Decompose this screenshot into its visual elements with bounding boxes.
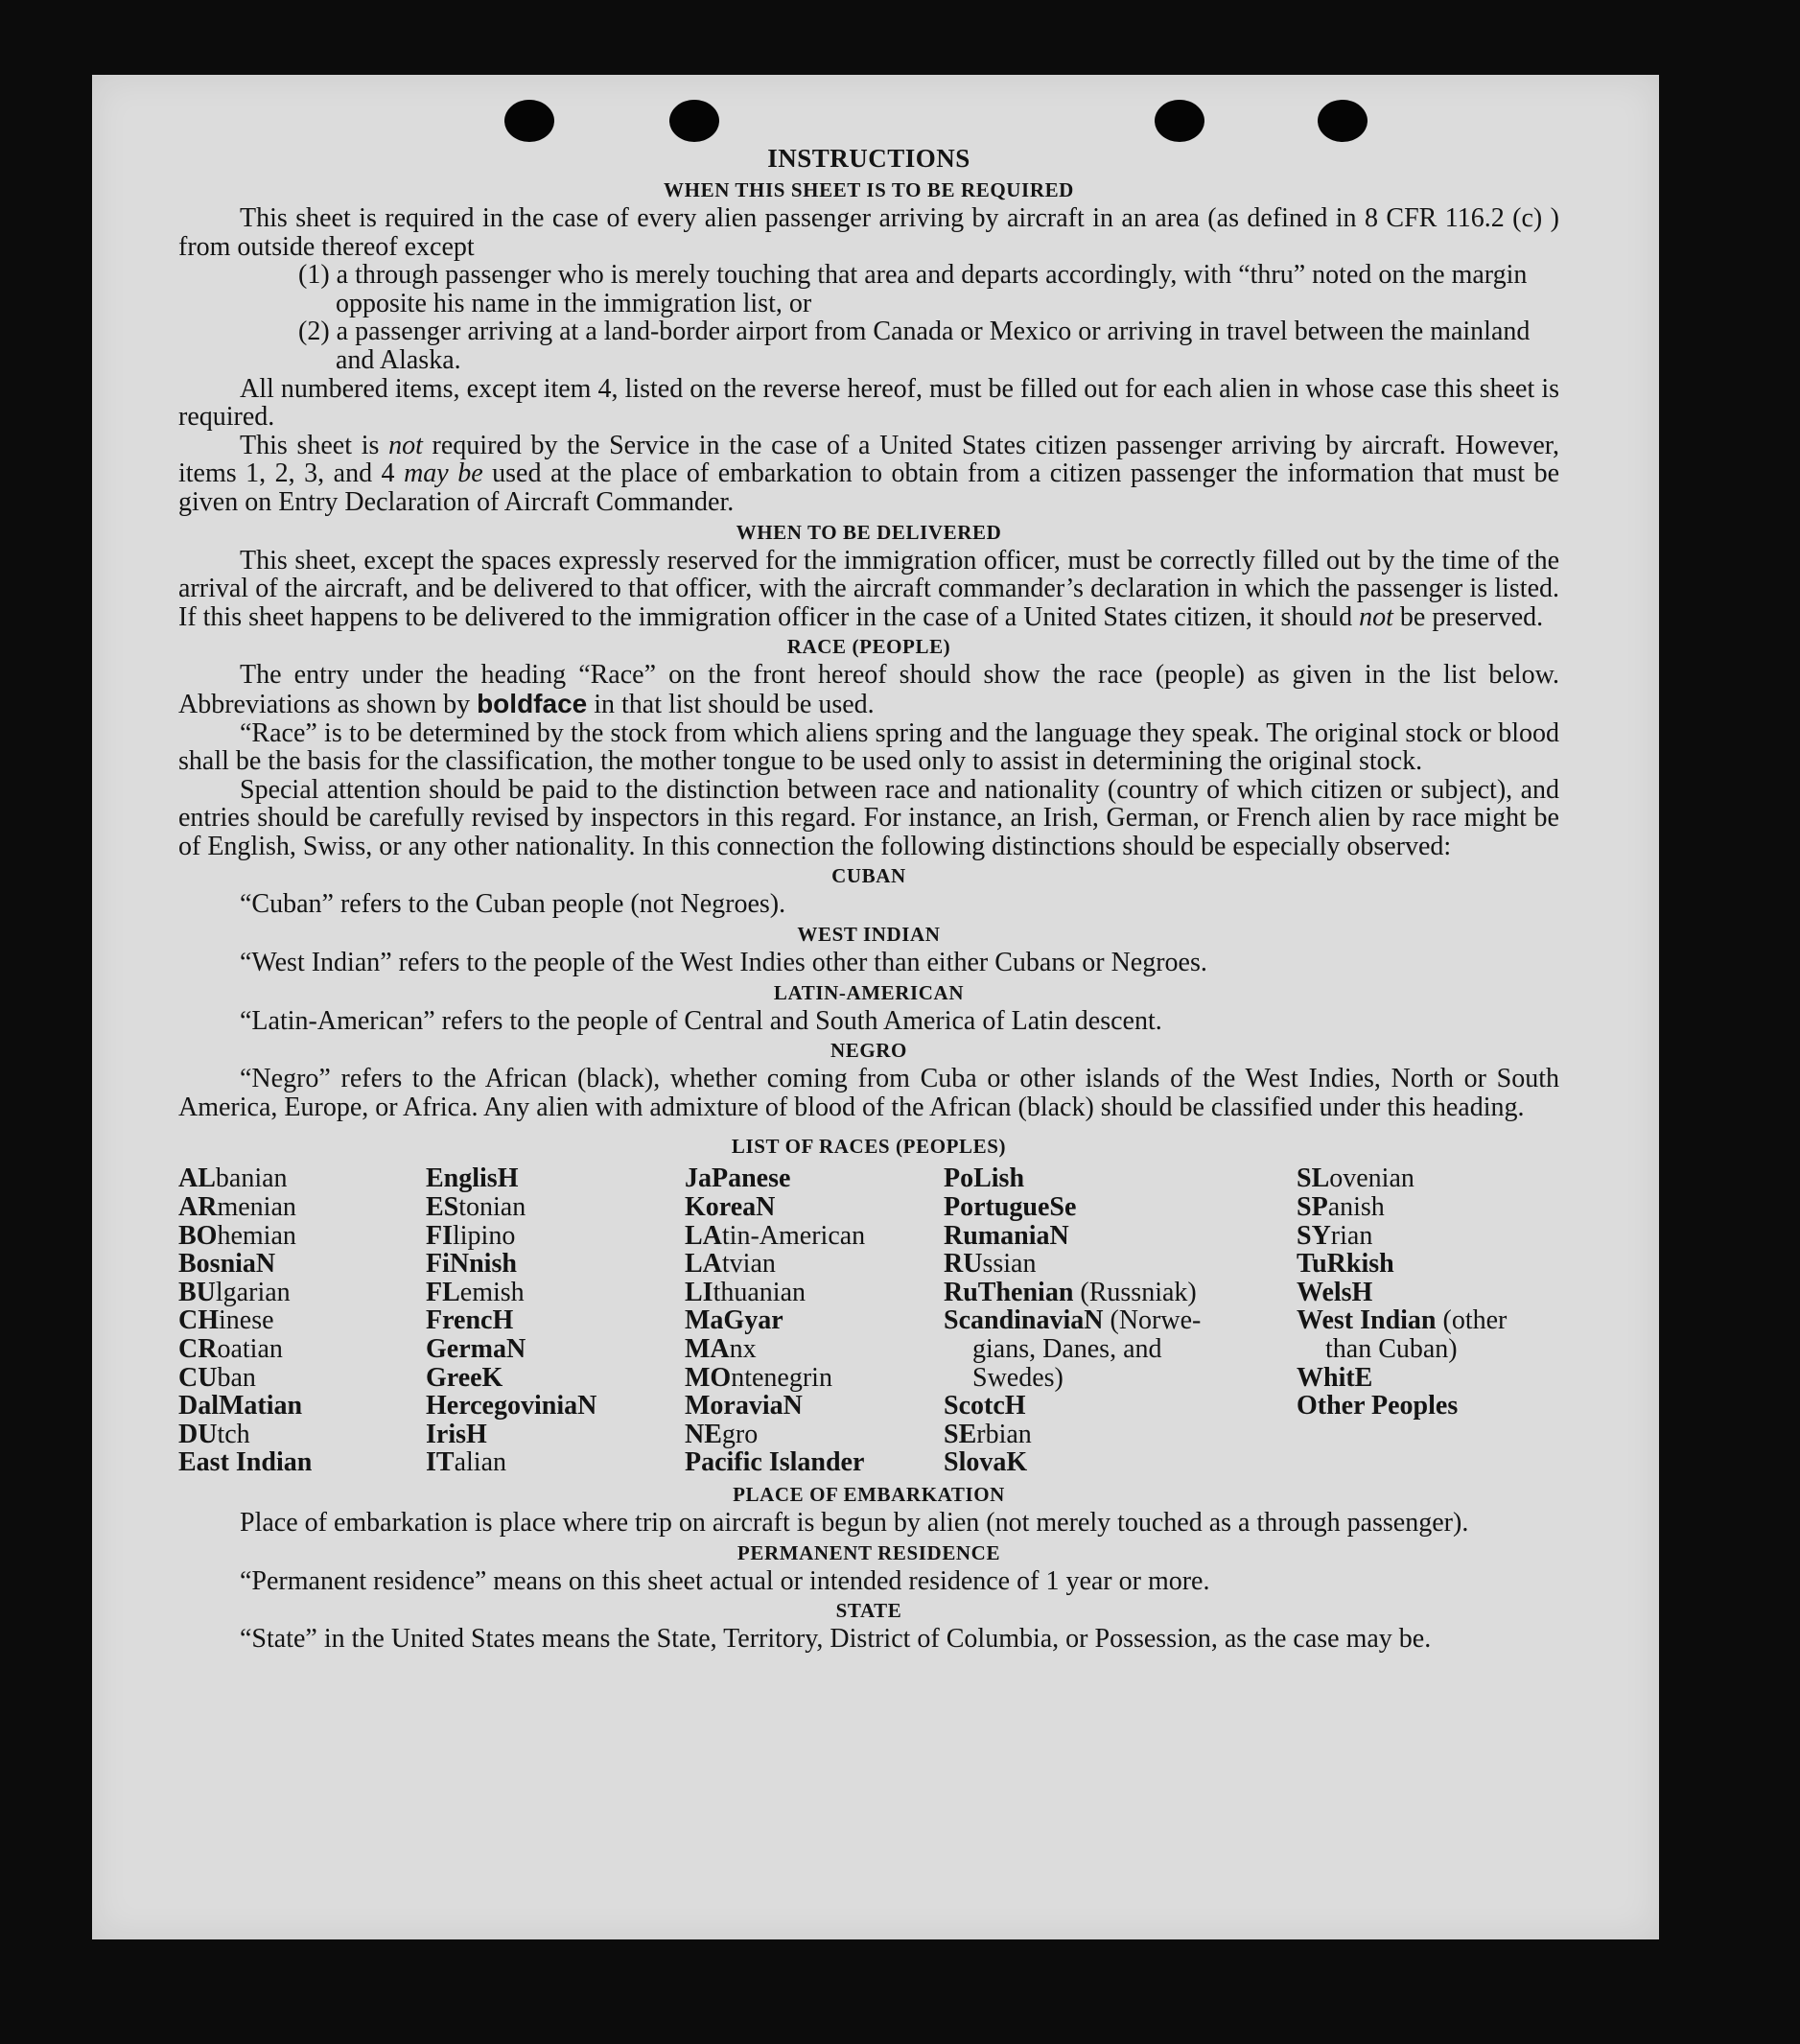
race-name-rest: tvian — [721, 1249, 776, 1280]
race-entry — [944, 1164, 1297, 1193]
race-name-rest: emish — [459, 1277, 525, 1307]
race-abbreviation: Pacific Islander — [685, 1447, 865, 1478]
race-column — [426, 1164, 685, 1477]
race-entry — [944, 1364, 1297, 1393]
race-abbreviation: FrencH — [426, 1305, 514, 1336]
race-entry — [944, 1193, 1297, 1222]
race-entry — [426, 1448, 685, 1477]
text-span: be preserved. — [1392, 601, 1544, 632]
race-abbreviation: LA — [685, 1220, 722, 1251]
race-name-rest: anish — [1327, 1192, 1385, 1223]
when-required-para2: All numbered items, except item 4, listed on the reverse hereof, must be filled out for each alien in whose case this sheet is required. — [178, 373, 1559, 433]
race-entry — [426, 1222, 685, 1251]
race-abbreviation: BO — [178, 1220, 218, 1251]
state-text: “State” in the United States means the State, Territory, District of Columbia, or Possession, as the case may be. — [240, 1624, 1432, 1655]
race-entry — [178, 1392, 426, 1421]
negro-text: “Negro” refers to the African (black), whether coming from Cuba or other islands of the West Indies, North or South America, Europe, or Africa. Any alien with admixture of blood of the African (black) should be classified under this heading. — [178, 1064, 1559, 1122]
race-name-rest: rbian — [976, 1419, 1032, 1449]
race-entry — [178, 1222, 426, 1251]
text-span: This sheet is — [240, 430, 389, 460]
when-delivered-text — [178, 547, 1559, 632]
race-entry — [944, 1222, 1297, 1251]
race-name-rest: thuanian — [713, 1277, 806, 1307]
text-span: This sheet, except the spaces expressly reserved for the immigration officer, must be correctly filled out by the time of the arrival of the aircraft, and be delivered to that officer, with the aircraft commander’s declaration in which the passenger is listed. If this sheet happens to be delivered to the immigration officer in the case of a United States citizen, it should — [178, 545, 1559, 632]
text-span: in that list should be used. — [587, 689, 875, 719]
race-abbreviation: EnglisH — [426, 1163, 519, 1194]
emphasis: may be — [404, 458, 483, 489]
race-abbreviation: DalMatian — [178, 1391, 303, 1421]
race-abbreviation: AR — [178, 1192, 218, 1223]
punch-hole — [1318, 100, 1368, 142]
race-entry — [685, 1193, 944, 1222]
race-abbreviation: GermaN — [426, 1334, 526, 1364]
race-name-rest: hemian — [217, 1220, 296, 1251]
heading-negro: NEGRO — [830, 1039, 907, 1063]
race-name-rest: oatian — [217, 1334, 283, 1364]
when-required-intro: This sheet is required in the case of every alien passenger arriving by aircraft in an area (as defined in 8 CFR 116.2 (c) ) from outside thereof except — [178, 203, 1559, 262]
race-abbreviation: CH — [178, 1305, 219, 1336]
permanent-residence-text: “Permanent residence” means on this sheet actual or intended residence of 1 year or more. — [240, 1565, 1210, 1596]
race-name-rest: ntenegrin — [731, 1362, 832, 1393]
race-entry — [1297, 1222, 1559, 1251]
document-sheet — [92, 75, 1659, 1939]
punch-hole — [504, 100, 554, 142]
race-abbreviation: MoraviaN — [685, 1391, 803, 1421]
race-name-rest: (other — [1436, 1305, 1508, 1336]
race-name-rest: lgarian — [215, 1277, 291, 1307]
race-name-rest: nx — [729, 1334, 757, 1364]
race-entry — [1297, 1306, 1559, 1335]
heading-place-of-embarkation: PLACE OF EMBARKATION — [733, 1482, 1005, 1506]
race-entry — [685, 1335, 944, 1364]
race-abbreviation: Other Peoples — [1297, 1391, 1459, 1421]
latin-american-text: “Latin-American” refers to the people of Central and South America of Latin descent. — [240, 1005, 1162, 1036]
cuban-text: “Cuban” refers to the Cuban people (not Negroes). — [240, 889, 786, 920]
race-entry — [426, 1364, 685, 1393]
race-entry — [426, 1335, 685, 1364]
race-abbreviation: SL — [1297, 1163, 1330, 1194]
race-entry — [944, 1421, 1297, 1449]
race-entry — [1297, 1164, 1559, 1193]
heading-cuban: CUBAN — [831, 864, 906, 888]
race-entry — [1297, 1335, 1559, 1364]
race-entry — [178, 1335, 426, 1364]
race-abbreviation: FI — [426, 1220, 453, 1251]
race-abbreviation: LA — [685, 1249, 722, 1280]
race-entry — [1297, 1279, 1559, 1307]
race-entry — [178, 1193, 426, 1222]
race-entry — [1297, 1193, 1559, 1222]
place-of-embarkation-text: Place of embarkation is place where trip on aircraft is begun by alien (not merely touched as a through passenger). — [240, 1507, 1469, 1538]
heading-west-indian: WEST INDIAN — [797, 923, 941, 947]
race-abbreviation: East Indian — [178, 1447, 313, 1478]
race-entry — [426, 1279, 685, 1307]
heading-when-delivered: WHEN TO BE DELIVERED — [736, 520, 1002, 544]
text-span: used at the place of embarkation to obtain from a citizen passenger the information that must be given on Entry Declaration of Aircraft Commander. — [178, 458, 1560, 517]
race-entry — [178, 1164, 426, 1193]
race-para1 — [178, 661, 1559, 718]
race-column — [1297, 1164, 1559, 1477]
punch-hole — [669, 100, 719, 142]
race-abbreviation: SY — [1297, 1220, 1331, 1251]
race-abbreviation: FiNnish — [426, 1249, 517, 1280]
race-entry — [944, 1250, 1297, 1279]
when-required-para3 — [178, 432, 1559, 517]
race-abbreviation: CR — [178, 1334, 218, 1364]
race-name-rest: ssian — [982, 1249, 1037, 1280]
race-entry — [944, 1392, 1297, 1421]
punch-hole — [1155, 100, 1204, 142]
race-entry — [944, 1335, 1297, 1364]
race-abbreviation: JaPanese — [685, 1163, 791, 1194]
race-entry — [685, 1164, 944, 1193]
race-abbreviation: KoreaN — [685, 1192, 776, 1223]
exception-item-1: (1) a through passenger who is merely touching that area and departs accordingly, with “thru” noted on the margin opposite his name in the immigration list, or — [298, 260, 1528, 318]
race-abbreviation: LI — [685, 1277, 713, 1307]
race-entry — [685, 1421, 944, 1449]
race-name-rest: gians, Danes, and — [972, 1334, 1162, 1364]
race-name-rest: tonian — [458, 1192, 526, 1223]
race-abbreviation: BU — [178, 1277, 216, 1307]
race-name-rest: gro — [721, 1419, 759, 1449]
instructions-content — [178, 142, 1559, 1654]
race-entry — [426, 1193, 685, 1222]
race-entry — [426, 1164, 685, 1193]
race-abbreviation: MaGyar — [685, 1305, 783, 1336]
race-entry — [178, 1448, 426, 1477]
west-indian-text: “West Indian” refers to the people of the West Indies other than either Cubans or Negroes. — [240, 948, 1207, 978]
race-entry — [685, 1279, 944, 1307]
race-list — [178, 1164, 1559, 1477]
race-abbreviation: MA — [685, 1334, 730, 1364]
emphasis: not — [1359, 601, 1393, 632]
race-abbreviation: HercegovinіaN — [426, 1391, 597, 1421]
race-entry — [178, 1250, 426, 1279]
heading-list-of-races: LIST OF RACES (PEOPLES) — [731, 1135, 1007, 1159]
race-abbreviation: SE — [944, 1419, 977, 1449]
race-abbreviation: ScandinaviaN — [944, 1305, 1104, 1336]
race-entry — [944, 1279, 1297, 1307]
race-column — [944, 1164, 1297, 1477]
race-entry — [685, 1306, 944, 1335]
race-abbreviation: FL — [426, 1277, 460, 1307]
race-entry — [1297, 1364, 1559, 1393]
race-abbreviation: ES — [426, 1192, 459, 1223]
race-entry — [426, 1306, 685, 1335]
text-span: The entry under the heading “Race” on the front hereof should show the race (people) as given in the list below. Abbreviations as shown by — [178, 660, 1559, 719]
race-abbreviation: WhitE — [1297, 1362, 1373, 1393]
race-name-rest: alian — [454, 1447, 506, 1478]
race-para2: “Race” is to be determined by the stock from which aliens spring and the language they speak. The original stock or blood shall be the basis for the classification, the mother tongue to be used only to assist in determining the original stock. — [178, 717, 1559, 777]
race-name-rest: ban — [217, 1362, 256, 1393]
race-name-rest: lipino — [453, 1220, 516, 1251]
race-name-rest: (Norwe- — [1103, 1305, 1202, 1336]
heading-state: STATE — [835, 1599, 902, 1623]
race-para3: Special attention should be paid to the distinction between race and nationality (country of which citizen or subject), and entries should be carefully revised by inspectors in this regard. For instance, an Irish, German, or French alien by race might be of English, Swiss, or any other nationality. In this connection the following distinctions should be especially observed: — [178, 774, 1559, 861]
race-abbreviation: IrisH — [426, 1419, 487, 1449]
race-abbreviation: RU — [944, 1249, 983, 1280]
race-entry — [944, 1448, 1297, 1477]
race-name-rest: tch — [217, 1419, 250, 1449]
race-entry — [685, 1448, 944, 1477]
race-entry — [685, 1364, 944, 1393]
heading-latin-american: LATIN-AMERICAN — [773, 980, 965, 1004]
race-name-rest: banian — [215, 1163, 288, 1194]
race-name-rest: than Cuban) — [1325, 1334, 1458, 1364]
race-entry — [685, 1250, 944, 1279]
race-abbreviation: BosniaN — [178, 1249, 276, 1280]
race-abbreviation: PoLish — [944, 1163, 1025, 1194]
race-abbreviation: PortugueSe — [944, 1192, 1077, 1223]
race-abbreviation: RumaniaN — [944, 1220, 1069, 1251]
race-entry — [426, 1421, 685, 1449]
race-entry — [178, 1306, 426, 1335]
race-abbreviation: ScotcH — [944, 1391, 1026, 1421]
heading-when-required: WHEN THIS SHEET IS TO BE REQUIRED — [664, 178, 1074, 201]
race-abbreviation: SP — [1297, 1192, 1328, 1223]
race-entry — [426, 1250, 685, 1279]
race-column — [178, 1164, 426, 1477]
race-abbreviation: NE — [685, 1419, 722, 1449]
exception-item-2: (2) a passenger arriving at a land-border airport from Canada or Mexico or arriving in travel between the mainland and Alaska. — [298, 317, 1531, 375]
race-abbreviation: AL — [178, 1163, 216, 1194]
heading-race: RACE (PEOPLE) — [786, 635, 951, 659]
race-entry — [685, 1392, 944, 1421]
race-entry — [1297, 1392, 1559, 1421]
race-column — [685, 1164, 944, 1477]
boldface-word: boldface — [477, 688, 588, 718]
race-entry — [178, 1279, 426, 1307]
race-abbreviation: SlovaK — [944, 1447, 1028, 1478]
race-abbreviation: TuRkish — [1297, 1249, 1394, 1280]
race-abbreviation: CU — [178, 1362, 218, 1393]
race-abbreviation: RuThenian — [944, 1277, 1074, 1307]
race-name-rest: rian — [1330, 1220, 1373, 1251]
race-name-rest: tin-American — [721, 1220, 866, 1251]
race-abbreviation: GreeK — [426, 1362, 503, 1393]
race-name-rest: menian — [217, 1192, 296, 1223]
text-span: required by the Service in the case of a United States citizen passenger arriving by aircraft. However, items 1, 2, 3, and 4 — [178, 430, 1559, 489]
race-abbreviation: IT — [426, 1447, 455, 1478]
emphasis: not — [388, 430, 423, 460]
heading-permanent-residence: PERMANENT RESIDENCE — [736, 1540, 1001, 1564]
race-abbreviation: MO — [685, 1362, 732, 1393]
race-name-rest: inese — [219, 1305, 274, 1336]
race-name-rest: Swedes) — [972, 1362, 1064, 1393]
race-entry — [944, 1306, 1297, 1335]
race-name-rest: ovenian — [1329, 1163, 1414, 1194]
race-name-rest: (Russniak) — [1073, 1277, 1197, 1307]
race-entry — [1297, 1250, 1559, 1279]
race-entry — [685, 1222, 944, 1251]
race-abbreviation: West Indian — [1297, 1305, 1437, 1336]
race-abbreviation: WelsH — [1297, 1277, 1373, 1307]
race-entry — [178, 1421, 426, 1449]
race-entry — [426, 1392, 685, 1421]
race-entry — [178, 1364, 426, 1393]
race-abbreviation: DU — [178, 1419, 218, 1449]
page-title: INSTRUCTIONS — [767, 144, 970, 173]
